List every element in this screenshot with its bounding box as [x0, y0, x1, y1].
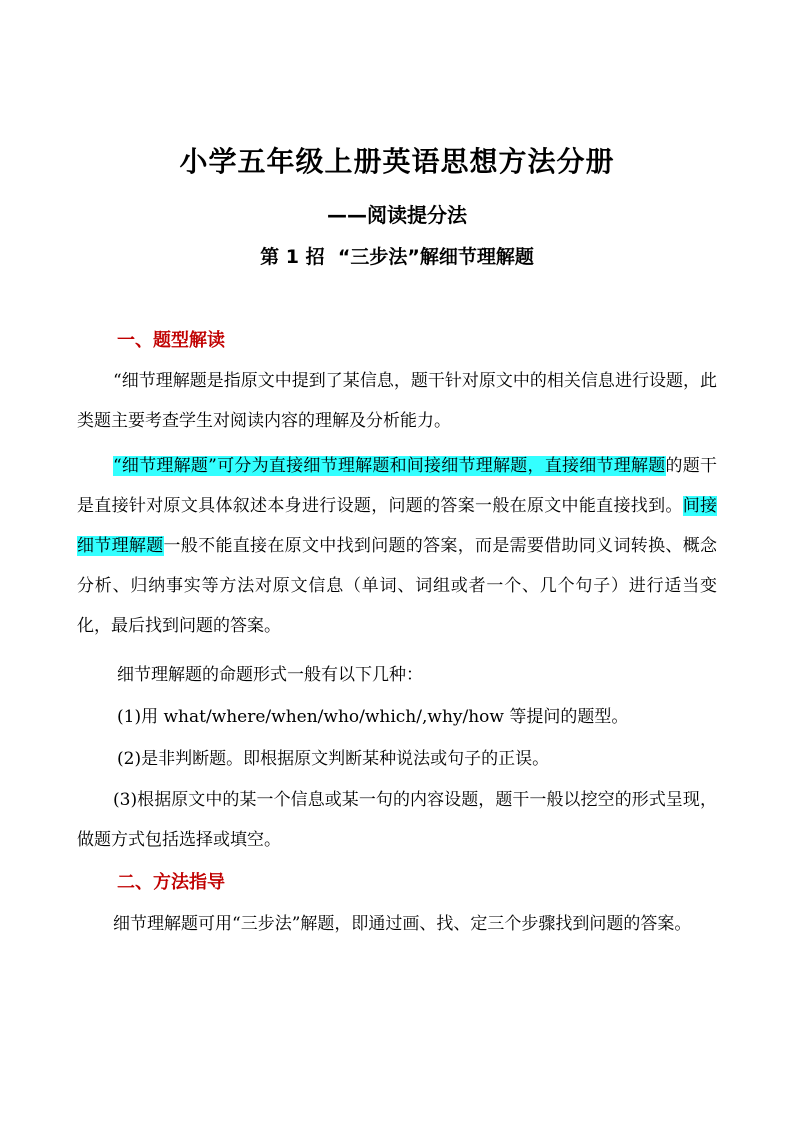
question-form-item: (3)根据原文中的某一个信息或某一句的内容设题，题干一般以挖空的形式呈现，做题方式包括选择或填空。: [77, 790, 717, 850]
chapter-title: 第 1 招 “三步法”解细节理解题: [260, 246, 534, 268]
paragraph-method: 细节理解题可用“三步法”解题，即通过画、找、定三个步骤找到问题的答案。: [113, 914, 692, 934]
paragraph-classification: [77, 446, 717, 646]
paragraph-text: 一般不能直接在原文中找到问题的答案，而是需要借助同义词转换、概念分析、归纳事实等方法对原文信息（单词、词组或者一个、几个句子）进行适当变化，最后找到问题的答案。: [77, 536, 718, 636]
section-heading-type-interpretation: 一、题型解读: [117, 330, 225, 351]
paragraph-definition: “细节理解题是指原文中提到了某信息，题干针对原文中的相关信息进行设题，此类题主要考查学生对阅读内容的理解及分析能力。: [77, 371, 717, 431]
question-form-item: (1)用 what/where/when/who/which/,why/how 等提问的题型。: [117, 707, 629, 727]
question-form-item: (2)是非判断题。即根据原文判断某种说法或句子的正误。: [117, 749, 550, 769]
document-subtitle: ——阅读提分法: [327, 203, 467, 227]
section-heading-method-guide: 二、方法指导: [117, 872, 225, 893]
paragraph-text: 的题干是直接针对原文具体叙述本身进行设题，问题的答案一般在原文中能直接找到。: [77, 456, 717, 516]
document-title: 小学五年级上册英语思想方法分册: [179, 145, 615, 178]
highlight-direct-detail: “细节理解题”可分为直接细节理解题和间接细节理解题，直接细节理解题: [113, 456, 666, 476]
question-forms-intro: 细节理解题的命题形式一般有以下几种：: [117, 665, 423, 685]
highlight-indirect-detail: 间接细节理解题: [77, 496, 718, 556]
